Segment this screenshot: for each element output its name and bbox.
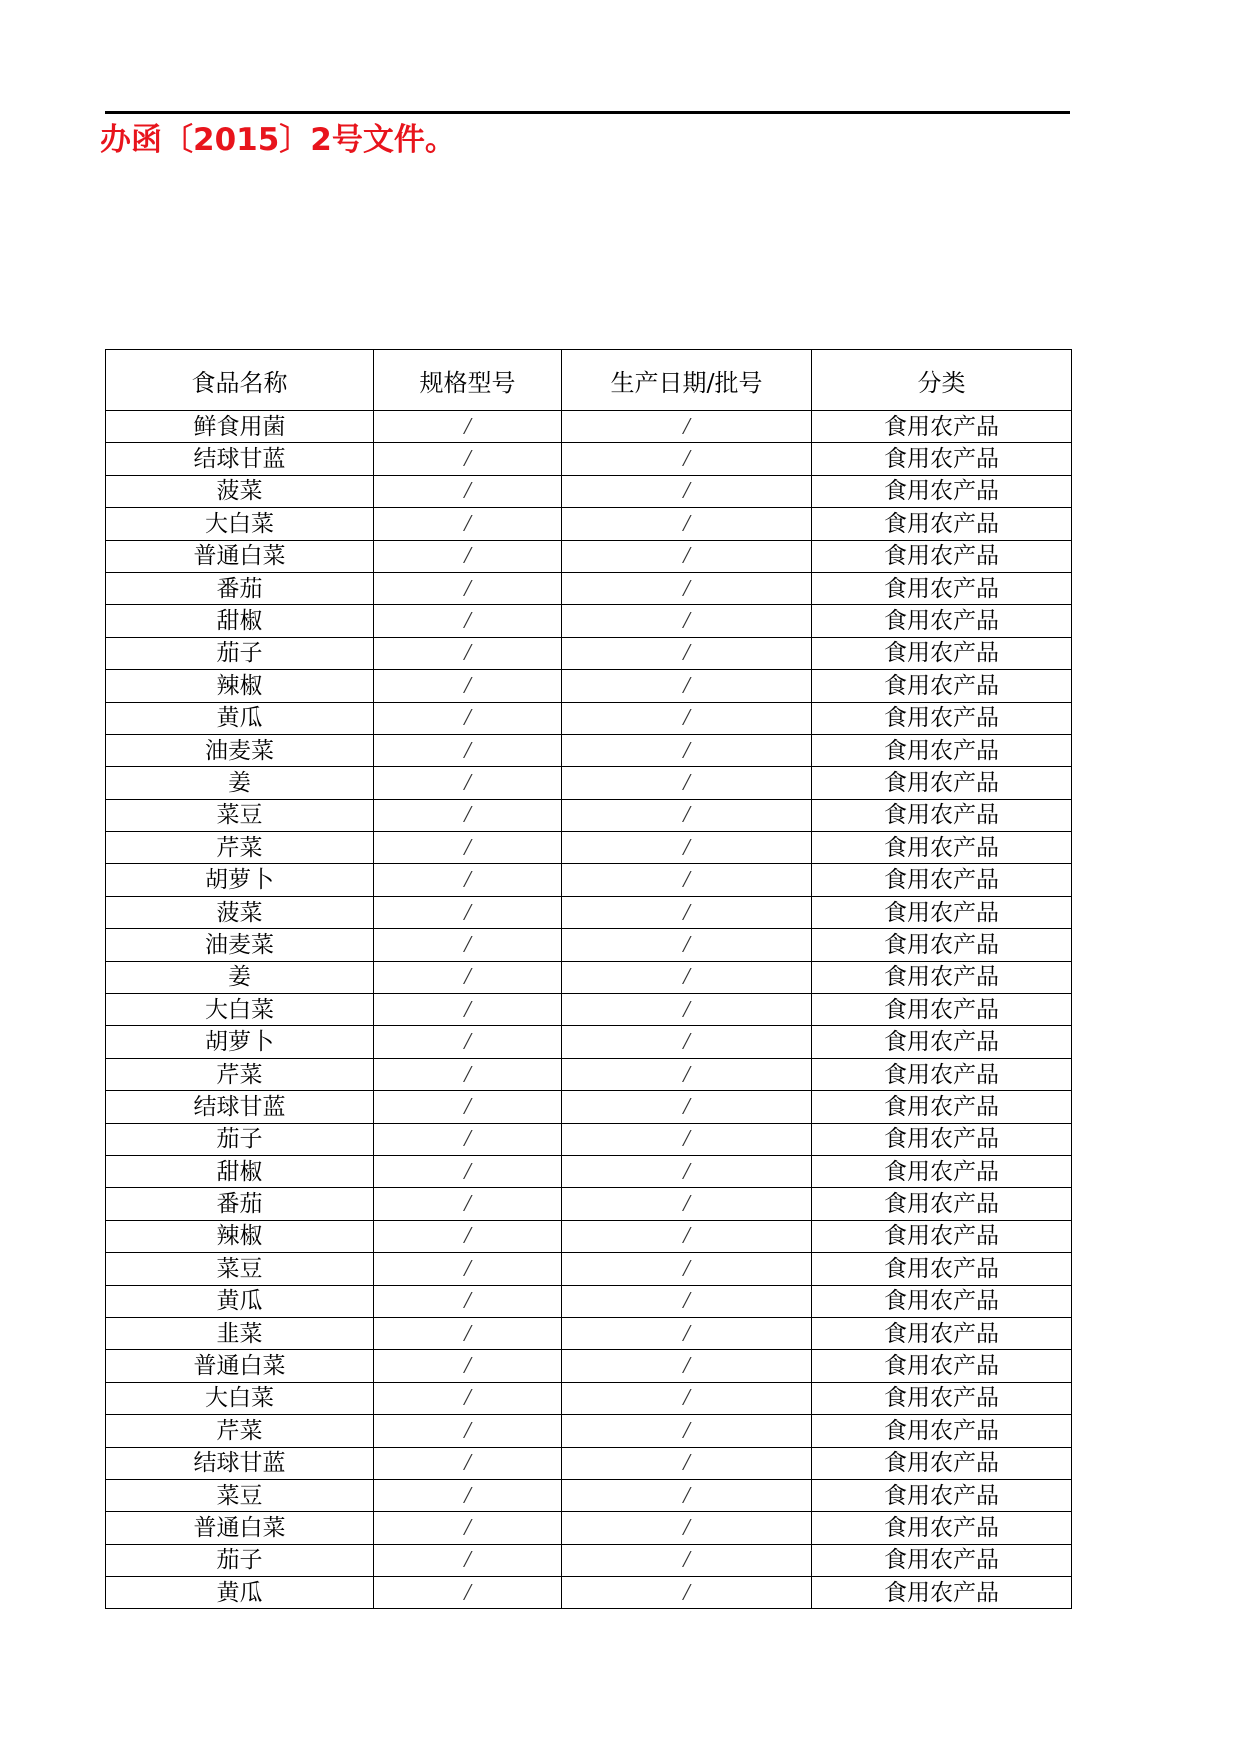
food-name-cell: 油麦菜 [106,929,374,961]
food-name-cell: 普通白菜 [106,1512,374,1544]
food-name-cell: 菠菜 [106,896,374,928]
spec-cell: / [374,994,562,1026]
table-row [106,1577,1072,1609]
table-row [106,1188,1072,1220]
production-date-cell: / [562,1415,812,1447]
category-cell: 食用农产品 [812,994,1072,1026]
table-row [106,637,1072,669]
production-date-cell: / [562,475,812,507]
food-name-cell: 黄瓜 [106,1577,374,1609]
food-name-cell: 番茄 [106,572,374,604]
category-cell: 食用农产品 [812,864,1072,896]
sample-table [105,349,1072,1609]
spec-cell: / [374,1220,562,1252]
spec-cell: / [374,702,562,734]
category-cell: 食用农产品 [812,734,1072,766]
production-date-cell: / [562,864,812,896]
spec-cell: / [374,411,562,443]
table-row [106,1479,1072,1511]
category-cell: 食用农产品 [812,475,1072,507]
spec-cell: / [374,1317,562,1349]
category-cell: 食用农产品 [812,1415,1072,1447]
category-cell: 食用农产品 [812,508,1072,540]
production-date-cell: / [562,637,812,669]
table-row [106,1544,1072,1576]
category-cell: 食用农产品 [812,605,1072,637]
production-date-cell: / [562,767,812,799]
food-name-cell: 菜豆 [106,1253,374,1285]
production-date-cell: / [562,1253,812,1285]
spec-cell: / [374,1026,562,1058]
table-row [106,1058,1072,1090]
production-date-cell: / [562,961,812,993]
table-body [106,411,1072,1609]
notice-text: 办函〔2015〕2号文件。 [100,122,456,158]
spec-cell: / [374,1382,562,1414]
spec-cell: / [374,799,562,831]
food-name-cell: 姜 [106,767,374,799]
category-cell: 食用农产品 [812,702,1072,734]
category-cell: 食用农产品 [812,1317,1072,1349]
category-cell: 食用农产品 [812,1285,1072,1317]
spec-cell: / [374,1188,562,1220]
category-cell: 食用农产品 [812,832,1072,864]
spec-cell: / [374,1091,562,1123]
table-row [106,994,1072,1026]
spec-cell: / [374,540,562,572]
production-date-cell: / [562,1285,812,1317]
production-date-cell: / [562,1317,812,1349]
food-name-cell: 茄子 [106,637,374,669]
food-name-cell: 茄子 [106,1544,374,1576]
food-name-cell: 姜 [106,961,374,993]
category-cell: 食用农产品 [812,1026,1072,1058]
spec-cell: / [374,443,562,475]
production-date-cell: / [562,443,812,475]
table-row [106,1123,1072,1155]
category-cell: 食用农产品 [812,443,1072,475]
table-row [106,734,1072,766]
spec-cell: / [374,1350,562,1382]
food-name-cell: 油麦菜 [106,734,374,766]
food-name-cell: 大白菜 [106,508,374,540]
category-cell: 食用农产品 [812,1155,1072,1187]
production-date-cell: / [562,734,812,766]
category-cell: 食用农产品 [812,540,1072,572]
table-row [106,1447,1072,1479]
production-date-cell: / [562,1155,812,1187]
production-date-cell: / [562,1544,812,1576]
table-row [106,896,1072,928]
production-date-cell: / [562,605,812,637]
spec-cell: / [374,1123,562,1155]
table-row [106,864,1072,896]
production-date-cell: / [562,1479,812,1511]
production-date-cell: / [562,929,812,961]
food-name-cell: 辣椒 [106,670,374,702]
food-name-cell: 普通白菜 [106,540,374,572]
production-date-cell: / [562,799,812,831]
category-cell: 食用农产品 [812,961,1072,993]
spec-cell: / [374,572,562,604]
category-cell: 食用农产品 [812,411,1072,443]
table-row [106,1350,1072,1382]
table-row [106,1512,1072,1544]
spec-cell: / [374,1479,562,1511]
production-date-cell: / [562,1577,812,1609]
category-cell: 食用农产品 [812,1091,1072,1123]
table-row [106,702,1072,734]
food-name-cell: 结球甘蓝 [106,1447,374,1479]
table-row [106,961,1072,993]
production-date-cell: / [562,572,812,604]
table-row [106,1026,1072,1058]
sample-table-container [105,349,1071,1609]
category-cell: 食用农产品 [812,1350,1072,1382]
food-name-cell: 芹菜 [106,1415,374,1447]
food-name-cell: 菠菜 [106,475,374,507]
spec-cell: / [374,1058,562,1090]
top-divider-line [105,111,1070,114]
food-name-cell: 黄瓜 [106,1285,374,1317]
production-date-cell: / [562,1058,812,1090]
table-row [106,605,1072,637]
production-date-cell: / [562,994,812,1026]
table-row [106,1285,1072,1317]
column-header-production-date: 生产日期/批号 [562,350,812,411]
food-name-cell: 胡萝卜 [106,1026,374,1058]
table-row [106,799,1072,831]
spec-cell: / [374,605,562,637]
spec-cell: / [374,961,562,993]
production-date-cell: / [562,1026,812,1058]
table-row [106,832,1072,864]
food-name-cell: 黄瓜 [106,702,374,734]
table-row [106,1415,1072,1447]
category-cell: 食用农产品 [812,670,1072,702]
food-name-cell: 甜椒 [106,605,374,637]
spec-cell: / [374,1577,562,1609]
food-name-cell: 鲜食用菌 [106,411,374,443]
category-cell: 食用农产品 [812,1447,1072,1479]
production-date-cell: / [562,1188,812,1220]
production-date-cell: / [562,1350,812,1382]
production-date-cell: / [562,832,812,864]
table-row [106,929,1072,961]
spec-cell: / [374,508,562,540]
table-row [106,508,1072,540]
food-name-cell: 菜豆 [106,799,374,831]
category-cell: 食用农产品 [812,1544,1072,1576]
table-row [106,443,1072,475]
category-cell: 食用农产品 [812,1479,1072,1511]
category-cell: 食用农产品 [812,929,1072,961]
spec-cell: / [374,1253,562,1285]
table-row [106,540,1072,572]
food-name-cell: 结球甘蓝 [106,443,374,475]
food-name-cell: 大白菜 [106,994,374,1026]
production-date-cell: / [562,670,812,702]
spec-cell: / [374,670,562,702]
category-cell: 食用农产品 [812,1253,1072,1285]
production-date-cell: / [562,1382,812,1414]
table-row [106,767,1072,799]
table-row [106,1382,1072,1414]
table-row [106,1220,1072,1252]
column-header-spec: 规格型号 [374,350,562,411]
production-date-cell: / [562,1091,812,1123]
spec-cell: / [374,475,562,507]
production-date-cell: / [562,508,812,540]
spec-cell: / [374,864,562,896]
spec-cell: / [374,832,562,864]
food-name-cell: 菜豆 [106,1479,374,1511]
category-cell: 食用农产品 [812,572,1072,604]
table-row [106,1317,1072,1349]
table-row [106,670,1072,702]
food-name-cell: 番茄 [106,1188,374,1220]
spec-cell: / [374,1285,562,1317]
category-cell: 食用农产品 [812,1220,1072,1252]
spec-cell: / [374,767,562,799]
food-name-cell: 普通白菜 [106,1350,374,1382]
spec-cell: / [374,734,562,766]
category-cell: 食用农产品 [812,1577,1072,1609]
category-cell: 食用农产品 [812,799,1072,831]
category-cell: 食用农产品 [812,1123,1072,1155]
production-date-cell: / [562,1512,812,1544]
table-row [106,475,1072,507]
spec-cell: / [374,1155,562,1187]
category-cell: 食用农产品 [812,767,1072,799]
production-date-cell: / [562,1123,812,1155]
production-date-cell: / [562,1447,812,1479]
production-date-cell: / [562,411,812,443]
category-cell: 食用农产品 [812,1382,1072,1414]
column-header-food-name: 食品名称 [106,350,374,411]
category-cell: 食用农产品 [812,1188,1072,1220]
spec-cell: / [374,929,562,961]
spec-cell: / [374,637,562,669]
category-cell: 食用农产品 [812,637,1072,669]
food-name-cell: 大白菜 [106,1382,374,1414]
food-name-cell: 芹菜 [106,832,374,864]
table-header-row [106,350,1072,411]
food-name-cell: 甜椒 [106,1155,374,1187]
food-name-cell: 结球甘蓝 [106,1091,374,1123]
food-name-cell: 辣椒 [106,1220,374,1252]
spec-cell: / [374,1512,562,1544]
table-row [106,1091,1072,1123]
production-date-cell: / [562,540,812,572]
spec-cell: / [374,1447,562,1479]
table-row [106,572,1072,604]
table-row [106,411,1072,443]
production-date-cell: / [562,896,812,928]
category-cell: 食用农产品 [812,1058,1072,1090]
production-date-cell: / [562,1220,812,1252]
food-name-cell: 茄子 [106,1123,374,1155]
production-date-cell: / [562,702,812,734]
category-cell: 食用农产品 [812,1512,1072,1544]
category-cell: 食用农产品 [812,896,1072,928]
table-row [106,1253,1072,1285]
food-name-cell: 胡萝卜 [106,864,374,896]
food-name-cell: 韭菜 [106,1317,374,1349]
table-row [106,1155,1072,1187]
spec-cell: / [374,896,562,928]
column-header-category: 分类 [812,350,1072,411]
food-name-cell: 芹菜 [106,1058,374,1090]
spec-cell: / [374,1544,562,1576]
spec-cell: / [374,1415,562,1447]
